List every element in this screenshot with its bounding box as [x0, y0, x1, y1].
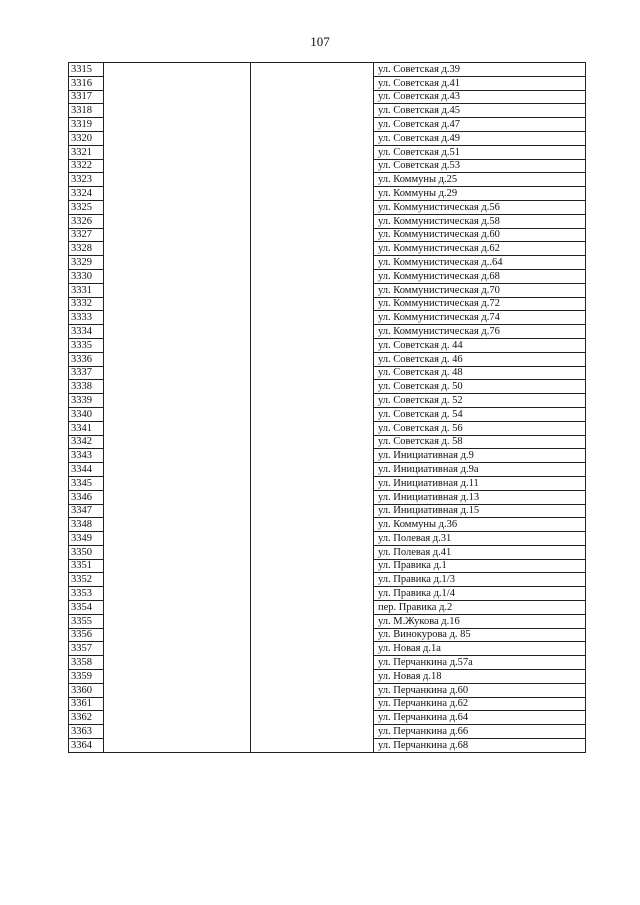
table-row — [69, 463, 586, 477]
empty-cell — [104, 449, 251, 463]
address-cell: ул. Советская д.51 — [374, 145, 586, 159]
table-row — [69, 159, 586, 173]
table-row — [69, 711, 586, 725]
empty-cell — [251, 642, 374, 656]
table-row — [69, 90, 586, 104]
row-number-cell: 3353 — [69, 587, 104, 601]
row-number-cell: 3364 — [69, 739, 104, 753]
address-cell: ул. Перчанкина д.68 — [374, 739, 586, 753]
row-number-cell: 3359 — [69, 670, 104, 684]
table-row — [69, 642, 586, 656]
empty-cell — [251, 628, 374, 642]
empty-cell — [251, 90, 374, 104]
address-cell: ул. Коммуны д.36 — [374, 518, 586, 532]
empty-cell — [104, 697, 251, 711]
empty-cell — [104, 614, 251, 628]
empty-cell — [104, 559, 251, 573]
row-number-cell: 3319 — [69, 118, 104, 132]
table-row — [69, 366, 586, 380]
empty-cell — [104, 352, 251, 366]
row-number-cell: 3349 — [69, 532, 104, 546]
table-row — [69, 214, 586, 228]
empty-cell — [104, 642, 251, 656]
address-table-body — [69, 63, 586, 753]
empty-cell — [104, 407, 251, 421]
table-row — [69, 76, 586, 90]
address-cell: ул. Советская д.41 — [374, 76, 586, 90]
table-row — [69, 256, 586, 270]
empty-cell — [251, 159, 374, 173]
row-number-cell: 3344 — [69, 463, 104, 477]
empty-cell — [104, 228, 251, 242]
row-number-cell: 3354 — [69, 601, 104, 615]
empty-cell — [251, 200, 374, 214]
empty-cell — [251, 573, 374, 587]
address-cell: ул. Перчанкина д.57а — [374, 656, 586, 670]
table-row — [69, 311, 586, 325]
empty-cell — [251, 697, 374, 711]
address-cell: ул. Коммунистическая д.62 — [374, 242, 586, 256]
address-cell: ул. Перчанкина д.60 — [374, 683, 586, 697]
address-cell: ул. Советская д.49 — [374, 131, 586, 145]
address-cell: ул. Правика д.1/3 — [374, 573, 586, 587]
address-cell: пер. Правика д.2 — [374, 601, 586, 615]
empty-cell — [251, 63, 374, 77]
table-row — [69, 683, 586, 697]
empty-cell — [104, 104, 251, 118]
empty-cell — [251, 532, 374, 546]
row-number-cell: 3315 — [69, 63, 104, 77]
table-row — [69, 739, 586, 753]
table-row — [69, 380, 586, 394]
address-cell: ул. Коммунистическая д.56 — [374, 200, 586, 214]
table-row — [69, 697, 586, 711]
empty-cell — [104, 173, 251, 187]
empty-cell — [104, 739, 251, 753]
row-number-cell: 3329 — [69, 256, 104, 270]
address-cell: ул. Советская д.39 — [374, 63, 586, 77]
address-cell: ул. Инициативная д.9а — [374, 463, 586, 477]
table-row — [69, 573, 586, 587]
empty-cell — [251, 131, 374, 145]
address-cell: ул. Советская д.43 — [374, 90, 586, 104]
empty-cell — [104, 628, 251, 642]
empty-cell — [251, 242, 374, 256]
table-row — [69, 228, 586, 242]
row-number-cell: 3342 — [69, 435, 104, 449]
empty-cell — [104, 380, 251, 394]
empty-cell — [251, 711, 374, 725]
empty-cell — [104, 518, 251, 532]
row-number-cell: 3334 — [69, 325, 104, 339]
row-number-cell: 3318 — [69, 104, 104, 118]
address-cell: ул. М.Жукова д.16 — [374, 614, 586, 628]
table-row — [69, 407, 586, 421]
address-cell: ул. Винокурова д. 85 — [374, 628, 586, 642]
address-cell: ул. Новая д.1а — [374, 642, 586, 656]
row-number-cell: 3316 — [69, 76, 104, 90]
empty-cell — [104, 159, 251, 173]
empty-cell — [104, 683, 251, 697]
empty-cell — [251, 725, 374, 739]
empty-cell — [104, 725, 251, 739]
row-number-cell: 3332 — [69, 297, 104, 311]
empty-cell — [251, 118, 374, 132]
empty-cell — [251, 76, 374, 90]
table-row — [69, 656, 586, 670]
address-cell: ул. Коммунистическая д..64 — [374, 256, 586, 270]
row-number-cell: 3341 — [69, 421, 104, 435]
empty-cell — [251, 504, 374, 518]
row-number-cell: 3339 — [69, 394, 104, 408]
table-row — [69, 352, 586, 366]
address-cell: ул. Советская д. 48 — [374, 366, 586, 380]
row-number-cell: 3362 — [69, 711, 104, 725]
empty-cell — [104, 242, 251, 256]
table-row — [69, 297, 586, 311]
row-number-cell: 3322 — [69, 159, 104, 173]
empty-cell — [251, 421, 374, 435]
empty-cell — [251, 269, 374, 283]
empty-cell — [104, 90, 251, 104]
row-number-cell: 3358 — [69, 656, 104, 670]
table-row — [69, 670, 586, 684]
table-row — [69, 545, 586, 559]
row-number-cell: 3336 — [69, 352, 104, 366]
empty-cell — [104, 297, 251, 311]
empty-cell — [251, 587, 374, 601]
row-number-cell: 3343 — [69, 449, 104, 463]
table-row — [69, 559, 586, 573]
table-row — [69, 145, 586, 159]
table-row — [69, 725, 586, 739]
empty-cell — [251, 490, 374, 504]
empty-cell — [104, 269, 251, 283]
empty-cell — [251, 297, 374, 311]
empty-cell — [251, 656, 374, 670]
empty-cell — [104, 311, 251, 325]
row-number-cell: 3327 — [69, 228, 104, 242]
row-number-cell: 3346 — [69, 490, 104, 504]
address-cell: ул. Советская д.47 — [374, 118, 586, 132]
table-row — [69, 476, 586, 490]
empty-cell — [251, 614, 374, 628]
row-number-cell: 3321 — [69, 145, 104, 159]
address-cell: ул. Советская д. 52 — [374, 394, 586, 408]
address-cell: ул. Коммуны д.29 — [374, 187, 586, 201]
row-number-cell: 3345 — [69, 476, 104, 490]
address-cell: ул. Советская д. 56 — [374, 421, 586, 435]
empty-cell — [251, 380, 374, 394]
table-row — [69, 187, 586, 201]
table-row — [69, 490, 586, 504]
row-number-cell: 3361 — [69, 697, 104, 711]
address-cell: ул. Советская д. 58 — [374, 435, 586, 449]
table-row — [69, 200, 586, 214]
empty-cell — [251, 256, 374, 270]
row-number-cell: 3347 — [69, 504, 104, 518]
empty-cell — [104, 532, 251, 546]
empty-cell — [251, 670, 374, 684]
row-number-cell: 3320 — [69, 131, 104, 145]
empty-cell — [251, 463, 374, 477]
row-number-cell: 3335 — [69, 338, 104, 352]
empty-cell — [104, 63, 251, 77]
address-cell: ул. Советская д. 54 — [374, 407, 586, 421]
empty-cell — [104, 490, 251, 504]
empty-cell — [104, 131, 251, 145]
empty-cell — [104, 283, 251, 297]
empty-cell — [251, 449, 374, 463]
row-number-cell: 3330 — [69, 269, 104, 283]
address-cell: ул. Советская д. 46 — [374, 352, 586, 366]
empty-cell — [251, 518, 374, 532]
empty-cell — [251, 104, 374, 118]
empty-cell — [251, 435, 374, 449]
address-cell: ул. Перчанкина д.62 — [374, 697, 586, 711]
empty-cell — [104, 435, 251, 449]
table-row — [69, 628, 586, 642]
address-table — [68, 62, 586, 753]
table-row — [69, 118, 586, 132]
empty-cell — [251, 311, 374, 325]
row-number-cell: 3338 — [69, 380, 104, 394]
empty-cell — [104, 256, 251, 270]
table-row — [69, 532, 586, 546]
empty-cell — [104, 338, 251, 352]
empty-cell — [251, 394, 374, 408]
empty-cell — [104, 145, 251, 159]
row-number-cell: 3325 — [69, 200, 104, 214]
page-number: 107 — [310, 34, 330, 49]
table-row — [69, 587, 586, 601]
row-number-cell: 3331 — [69, 283, 104, 297]
table-row — [69, 518, 586, 532]
row-number-cell: 3326 — [69, 214, 104, 228]
table-row — [69, 394, 586, 408]
empty-cell — [251, 476, 374, 490]
address-cell: ул. Коммунистическая д.58 — [374, 214, 586, 228]
address-cell: ул. Коммунистическая д.68 — [374, 269, 586, 283]
address-cell: ул. Инициативная д.9 — [374, 449, 586, 463]
empty-cell — [104, 504, 251, 518]
empty-cell — [251, 352, 374, 366]
address-cell: ул. Советская д. 50 — [374, 380, 586, 394]
table-row — [69, 283, 586, 297]
address-cell: ул. Новая д.18 — [374, 670, 586, 684]
empty-cell — [104, 421, 251, 435]
empty-cell — [104, 656, 251, 670]
address-cell: ул. Инициативная д.13 — [374, 490, 586, 504]
empty-cell — [251, 145, 374, 159]
empty-cell — [251, 283, 374, 297]
empty-cell — [251, 601, 374, 615]
row-number-cell: 3360 — [69, 683, 104, 697]
empty-cell — [104, 573, 251, 587]
row-number-cell: 3324 — [69, 187, 104, 201]
row-number-cell: 3356 — [69, 628, 104, 642]
table-row — [69, 242, 586, 256]
row-number-cell: 3348 — [69, 518, 104, 532]
row-number-cell: 3337 — [69, 366, 104, 380]
table-row — [69, 131, 586, 145]
empty-cell — [104, 366, 251, 380]
address-cell: ул. Коммуны д.25 — [374, 173, 586, 187]
empty-cell — [251, 559, 374, 573]
empty-cell — [251, 173, 374, 187]
address-cell: ул. Инициативная д.11 — [374, 476, 586, 490]
empty-cell — [104, 76, 251, 90]
address-cell: ул. Полевая д.31 — [374, 532, 586, 546]
empty-cell — [104, 601, 251, 615]
empty-cell — [251, 214, 374, 228]
empty-cell — [251, 683, 374, 697]
row-number-cell: 3333 — [69, 311, 104, 325]
empty-cell — [104, 118, 251, 132]
empty-cell — [104, 214, 251, 228]
table-row — [69, 173, 586, 187]
row-number-cell: 3352 — [69, 573, 104, 587]
empty-cell — [104, 476, 251, 490]
empty-cell — [104, 545, 251, 559]
empty-cell — [104, 463, 251, 477]
row-number-cell: 3355 — [69, 614, 104, 628]
empty-cell — [251, 545, 374, 559]
row-number-cell: 3323 — [69, 173, 104, 187]
table-row — [69, 449, 586, 463]
empty-cell — [251, 325, 374, 339]
address-cell: ул. Коммунистическая д.70 — [374, 283, 586, 297]
row-number-cell: 3328 — [69, 242, 104, 256]
row-number-cell: 3363 — [69, 725, 104, 739]
address-cell: ул. Правика д.1 — [374, 559, 586, 573]
table-row — [69, 435, 586, 449]
row-number-cell: 3340 — [69, 407, 104, 421]
address-cell: ул. Коммунистическая д.72 — [374, 297, 586, 311]
row-number-cell: 3350 — [69, 545, 104, 559]
table-row — [69, 269, 586, 283]
table-row — [69, 421, 586, 435]
address-cell: ул. Коммунистическая д.74 — [374, 311, 586, 325]
empty-cell — [251, 407, 374, 421]
empty-cell — [104, 325, 251, 339]
address-cell: ул. Советская д.53 — [374, 159, 586, 173]
address-cell: ул. Коммунистическая д.60 — [374, 228, 586, 242]
row-number-cell: 3317 — [69, 90, 104, 104]
empty-cell — [104, 587, 251, 601]
table-row — [69, 504, 586, 518]
empty-cell — [251, 338, 374, 352]
address-cell: ул. Правика д.1/4 — [374, 587, 586, 601]
address-cell: ул. Полевая д.41 — [374, 545, 586, 559]
empty-cell — [104, 394, 251, 408]
table-row — [69, 601, 586, 615]
table-row — [69, 325, 586, 339]
address-cell: ул. Перчанкина д.64 — [374, 711, 586, 725]
empty-cell — [251, 187, 374, 201]
empty-cell — [251, 366, 374, 380]
address-cell: ул. Инициативная д.15 — [374, 504, 586, 518]
table-row — [69, 104, 586, 118]
empty-cell — [104, 200, 251, 214]
address-cell: ул. Советская д.45 — [374, 104, 586, 118]
row-number-cell: 3351 — [69, 559, 104, 573]
empty-cell — [104, 670, 251, 684]
table-row — [69, 614, 586, 628]
table-row — [69, 63, 586, 77]
empty-cell — [104, 711, 251, 725]
address-cell: ул. Перчанкина д.66 — [374, 725, 586, 739]
empty-cell — [104, 187, 251, 201]
row-number-cell: 3357 — [69, 642, 104, 656]
empty-cell — [251, 739, 374, 753]
address-cell: ул. Советская д. 44 — [374, 338, 586, 352]
table-row — [69, 338, 586, 352]
empty-cell — [251, 228, 374, 242]
address-cell: ул. Коммунистическая д.76 — [374, 325, 586, 339]
